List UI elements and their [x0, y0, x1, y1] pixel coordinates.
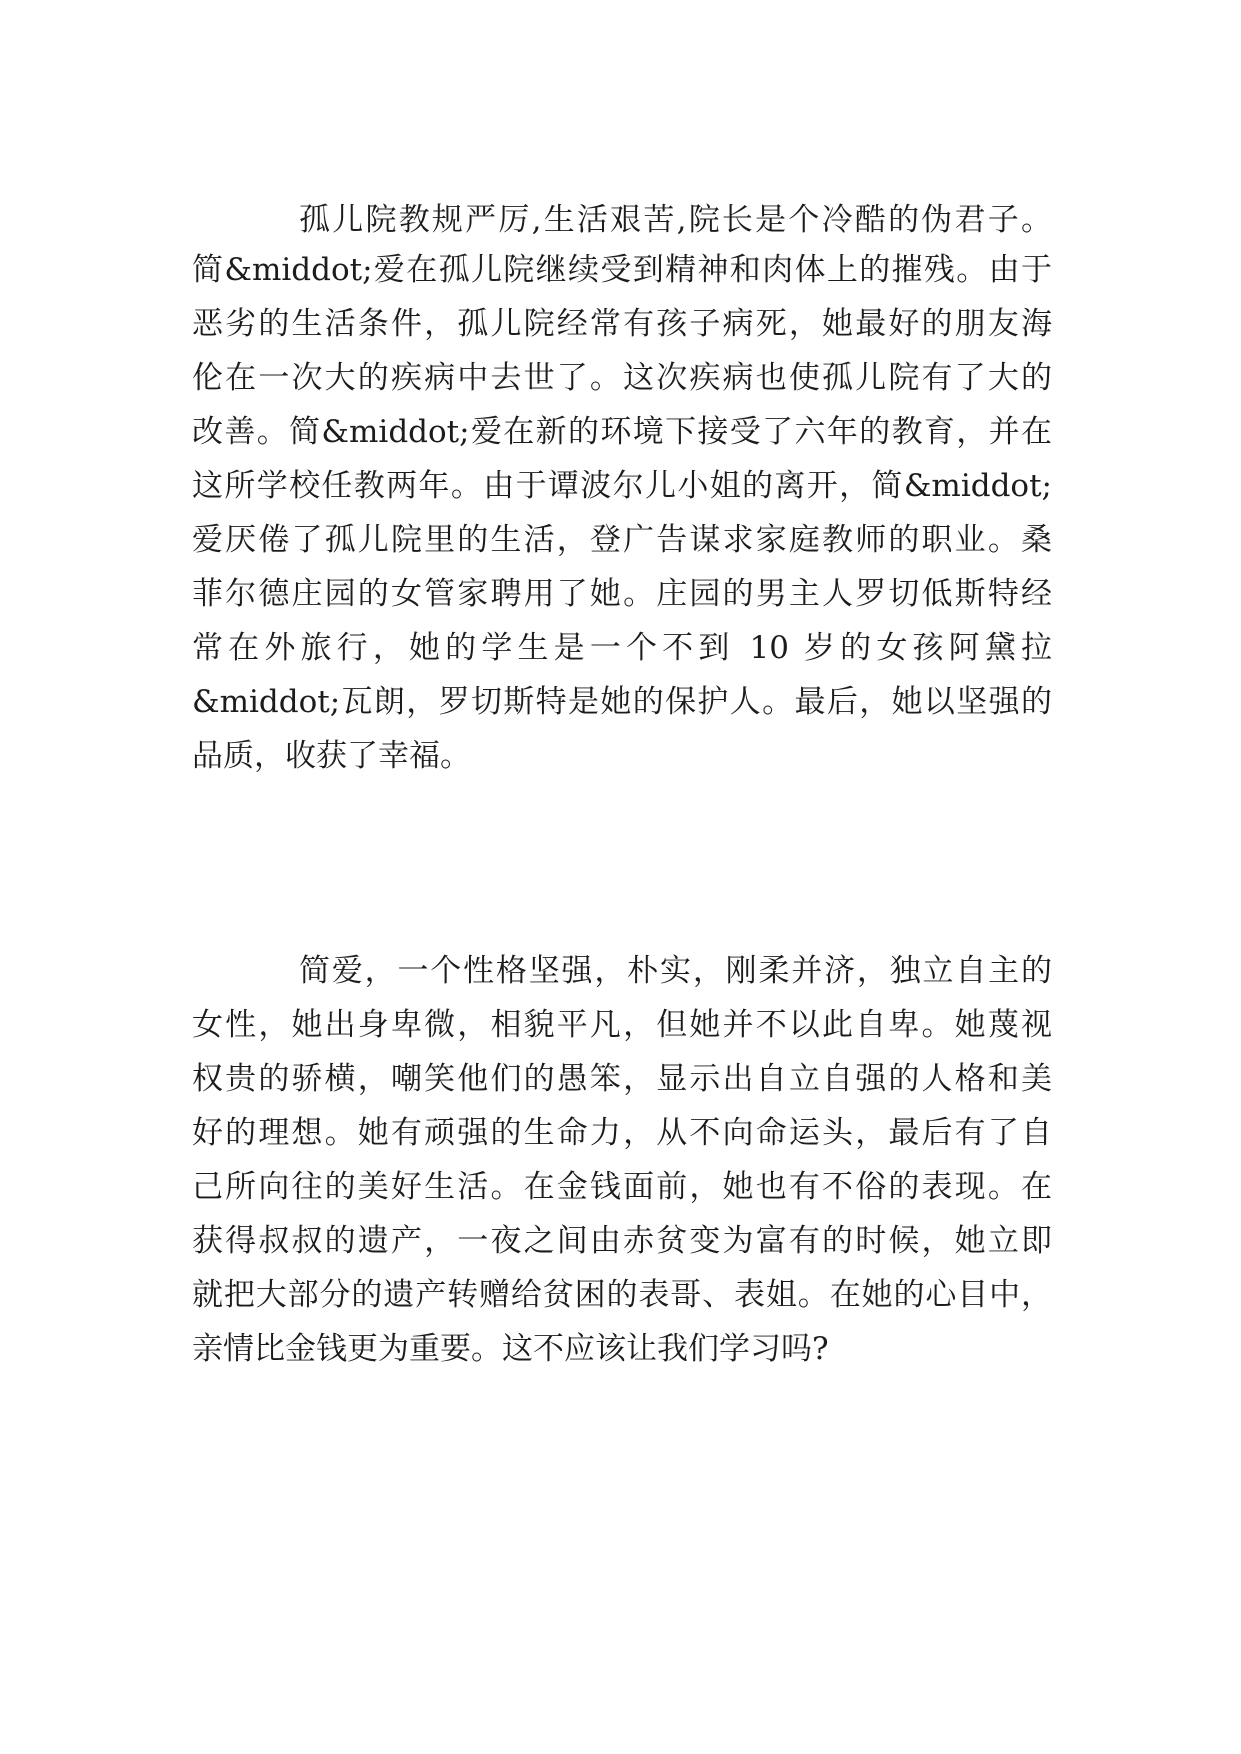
paragraph-2-line-5: 己所向往的美好生活。在金钱面前，她也有不俗的表现。在: [192, 1169, 1052, 1205]
paragraph-2-line-8: 亲情比金钱更为重要。这不应该让我们学习吗?: [192, 1331, 829, 1367]
paragraph-2-line-7: 就把大部分的遗产转赠给贫困的表哥、表姐。在她的心目中，: [192, 1277, 1052, 1313]
paragraph-1-line-10: &middot;瓦朗，罗切斯特是她的保护人。最后，她以坚强的: [192, 684, 1052, 720]
paragraph-1-line-11: 品质，收获了幸福。: [192, 738, 471, 774]
paragraph-2-line-4: 好的理想。她有顽强的生命力，从不向命运头，最后有了自: [192, 1115, 1052, 1151]
paragraph-1-line-5: 改善。简&middot;爱在新的环境下接受了六年的教育，并在: [192, 414, 1052, 450]
paragraph-1-line-3: 恶劣的生活条件，孤儿院经常有孩子病死，她最好的朋友海: [192, 306, 1052, 342]
paragraph-1-line-9: 常在外旅行，她的学生是一个不到 10 岁的女孩阿黛拉: [192, 630, 1052, 666]
paragraph-1-line-1: 孤儿院教规严厉,生活艰苦,院长是个冷酷的伪君子。: [299, 202, 1052, 238]
paragraph-1-line-7: 爱厌倦了孤儿院里的生活，登广告谋求家庭教师的职业。桑: [192, 522, 1052, 558]
paragraph-1-line-8: 菲尔德庄园的女管家聘用了她。庄园的男主人罗切低斯特经: [192, 576, 1052, 612]
paragraph-1-line-4: 伦在一次大的疾病中去世了。这次疾病也使孤儿院有了大的: [192, 360, 1052, 396]
paragraph-1-line-2: 简&middot;爱在孤儿院继续受到精神和肉体上的摧残。由于: [192, 252, 1052, 288]
paragraph-2-line-3: 权贵的骄横，嘲笑他们的愚笨，显示出自立自强的人格和美: [192, 1061, 1052, 1097]
paragraph-2-line-6: 获得叔叔的遗产，一夜之间由赤贫变为富有的时候，她立即: [192, 1223, 1052, 1259]
paragraph-1-line-6: 这所学校任教两年。由于谭波尔儿小姐的离开，简&middot;: [192, 468, 1052, 504]
paragraph-2-line-2: 女性，她出身卑微，相貌平凡，但她并不以此自卑。她蔑视: [192, 1007, 1052, 1043]
paragraph-2-line-1: 简爱，一个性格坚强，朴实，刚柔并济，独立自主的: [299, 953, 1052, 989]
